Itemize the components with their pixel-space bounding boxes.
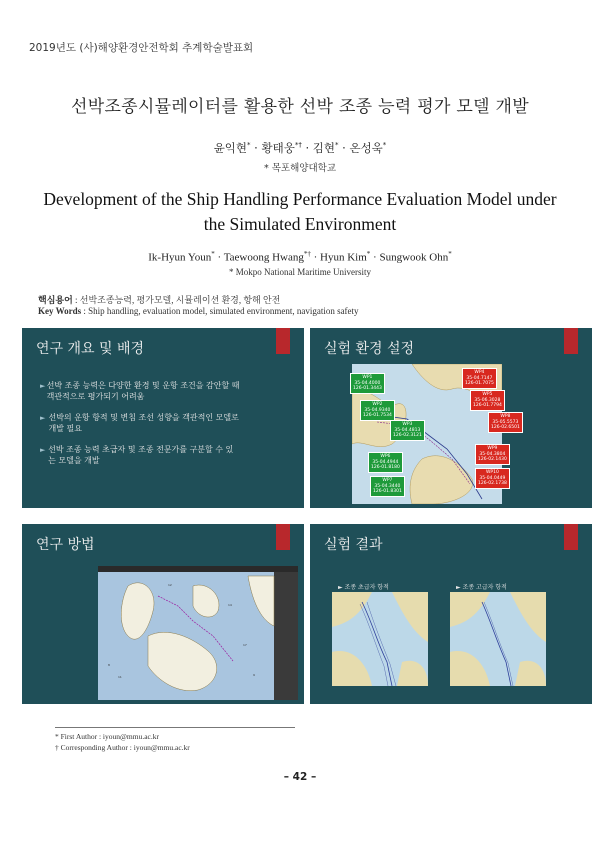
results-panel1-label: ► 조종 초급자 항적 xyxy=(338,584,389,591)
footnote-corresponding-author xyxy=(55,743,190,752)
bullet-item xyxy=(40,380,240,402)
label-text: 조종 초급자 항적 xyxy=(344,584,389,591)
keywords-en-label: Key Words xyxy=(38,306,82,316)
author-name: 윤익현 xyxy=(213,141,248,155)
author-mark: * xyxy=(211,250,215,258)
results-panel2-label: ► 조종 고급자 항적 xyxy=(456,584,507,591)
footnote-text: First Author : iyoun@mmu.ac.kr xyxy=(60,732,159,741)
waypoint-label-green: WP1 35-04.4000 126-01.3443 xyxy=(350,373,385,394)
slide-title: 실험 환경 설정 xyxy=(324,341,415,357)
waypoint-label-green: WP3 35-04.4813 126-02.3121 xyxy=(390,420,425,441)
bullet-text: 선박의 운항 항적 및 변침 조선 성향을 객관적인 모델로 개발 필요 xyxy=(48,413,239,433)
footnote-divider xyxy=(55,727,295,728)
author-mark: * xyxy=(247,141,251,150)
waypoint-label-red: WP8 35-05.5573 126-02.6501 xyxy=(488,412,523,433)
author-mark: * xyxy=(335,141,339,150)
slide-accent-stripe xyxy=(276,328,290,354)
slide-results xyxy=(310,524,592,704)
slide-method xyxy=(22,524,304,704)
author-mark: *† xyxy=(303,250,311,258)
slide-setup xyxy=(310,328,592,508)
beginner-track-svg xyxy=(332,592,428,686)
author-name: Sungwook Ohn xyxy=(379,251,449,264)
svg-text:12: 12 xyxy=(168,583,172,587)
slide-accent-stripe xyxy=(564,524,578,550)
english-keywords: Key Words : Ship handling, evaluation model, simulated environment, navigation safety xyxy=(38,306,359,316)
author-mark: * xyxy=(382,141,387,150)
footnote-mark: * xyxy=(55,732,59,741)
expert-track-svg xyxy=(450,592,546,686)
author-name: 김현 xyxy=(312,141,335,155)
keywords-en-text: Ship handling, evaluation model, simulated environment, navigation safety xyxy=(88,306,359,316)
bullet-item xyxy=(40,444,240,466)
author-name: Taewoong Hwang xyxy=(223,251,304,264)
slide-title: 연구 개요 및 배경 xyxy=(36,341,145,357)
korean-affiliation: * 목포해양대학교 xyxy=(263,163,336,174)
korean-keywords: 핵심용어 : 선박조종능력, 평가모델, 시뮬레이션 환경, 항해 안전 xyxy=(38,295,281,305)
conference-header: 2019년도 (사)해양환경안전학회 추계학술발표회 xyxy=(29,42,254,54)
slide-accent-stripe xyxy=(564,328,578,354)
author-mark: * xyxy=(448,250,452,258)
english-affiliation: * Mokpo National Maritime University xyxy=(229,267,371,277)
slide-overview xyxy=(22,328,304,508)
svg-text:11: 11 xyxy=(118,675,122,679)
bullet-text: 선박 조종 능력 초급자 및 조종 전문가를 구분할 수 있는 모델을 개발 xyxy=(48,445,234,465)
footnote-text: Corresponding Author : iyoun@mmu.ac.kr xyxy=(60,743,190,752)
bullet-text: 선박 조종 능력은 다양한 환경 및 운항 조건을 감안할 때 객관적으로 평가되기 어려움 xyxy=(46,381,240,401)
waypoint-label-red: WP10 35-04.0449 126-02.1738 xyxy=(475,468,510,489)
english-title xyxy=(40,187,560,237)
english-title-line1: Development of the Ship Handling Performance Evaluation Model under xyxy=(43,189,557,209)
svg-text:17: 17 xyxy=(243,643,247,647)
bullet-item xyxy=(40,412,240,434)
svg-text:9: 9 xyxy=(253,673,255,677)
author-name: Ik-Hyun Youn xyxy=(148,251,212,264)
footnote-first-author xyxy=(55,732,159,741)
label-text: 조종 고급자 항적 xyxy=(462,584,507,591)
slide-title: 실험 결과 xyxy=(324,537,383,553)
korean-title: 선박조종시뮬레이터를 활용한 선박 조종 능력 평가 모델 개발 xyxy=(71,97,529,117)
author-name: 황태웅 xyxy=(261,141,295,155)
keywords-ko-text: 선박조종능력, 평가모델, 시뮬레이션 환경, 항해 안전 xyxy=(79,295,281,305)
keywords-ko-label: 핵심용어 xyxy=(38,295,73,305)
waypoint-label-red: WP9 35-04.3804 126-02.1430 xyxy=(475,444,510,465)
slide-title: 연구 방법 xyxy=(36,537,95,553)
arrow-bullet-icon: ► xyxy=(40,382,46,390)
arrow-bullet-icon: ► xyxy=(40,446,46,454)
beginner-track-map xyxy=(332,592,428,686)
waypoint-label-red: WP4 35-04.7147 126-01.7075 xyxy=(462,368,497,389)
author-name: Hyun Kim xyxy=(320,251,367,264)
author-mark: *† xyxy=(294,141,302,150)
waypoint-label-green: WP6 35-04.4944 126-01.8180 xyxy=(368,452,403,473)
svg-text:14: 14 xyxy=(228,603,232,607)
english-authors: Ik-Hyun Youn* · Taewoong Hwang*† · Hyun Kim* · Sungwook Ohn* xyxy=(148,250,452,264)
english-title-line2: the Simulated Environment xyxy=(203,214,397,234)
svg-text:8: 8 xyxy=(108,663,110,667)
waypoint-label-red: WP5 35-06.3028 126-01.7794 xyxy=(470,390,505,411)
expert-track-map xyxy=(450,592,546,686)
korean-authors: 윤익현* · 황태웅*† · 김현* · 온성욱* xyxy=(213,141,387,155)
simulator-screenshot xyxy=(98,566,298,700)
bullet-list xyxy=(40,380,240,476)
page-number: – 42 – xyxy=(283,771,317,783)
footnote-mark: † xyxy=(55,743,59,752)
simulator-map-svg xyxy=(98,566,298,700)
waypoint-label-green: WP2 35-04.9340 126-01.7534 xyxy=(360,400,395,421)
waypoint-label-green: WP7 35-04.3440 126-01.8301 xyxy=(370,476,405,497)
arrow-bullet-icon: ► xyxy=(40,414,46,422)
slide-accent-stripe xyxy=(276,524,290,550)
author-mark: * xyxy=(366,250,371,258)
author-name: 온성욱 xyxy=(349,141,383,155)
